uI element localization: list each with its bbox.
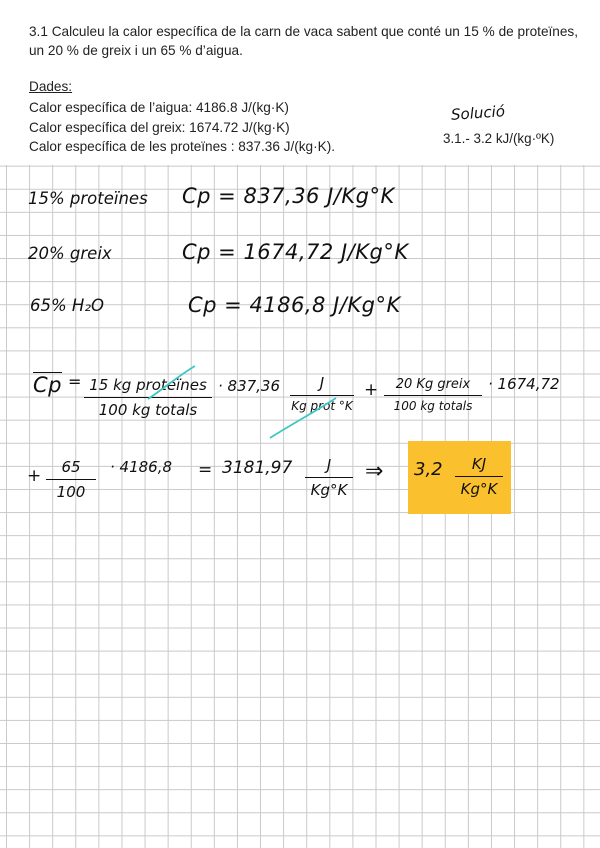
plus-sign-1: + [364, 380, 379, 400]
fraction-proteins-num: 15 kg proteïnes [89, 376, 207, 394]
dades-title: Dades: [29, 79, 73, 94]
fraction-water-den: 100 [56, 483, 86, 501]
row-eq-fat: Cp = 1674,72 J/Kg°K [182, 240, 409, 264]
solution-label: Solució [450, 102, 506, 124]
row-label-water: 65% H₂O [30, 296, 104, 315]
implies-arrow-icon: ⇒ [365, 459, 384, 484]
fraction-bar [46, 479, 96, 480]
fraction-bar [305, 477, 353, 478]
fraction-bar [455, 476, 503, 477]
dades-item-fat: Calor específica del greix: 1674.72 J/(kg·K) [29, 119, 290, 135]
equals-sign: = [68, 372, 82, 391]
result-value: 3181,97 [222, 458, 293, 478]
fraction-proteins-den: 100 kg totals [98, 401, 198, 419]
dades-item-water: Calor específica de l’aigua: 4186.8 J/(kg·K) [29, 100, 289, 115]
answer-value: 3,2 [414, 459, 443, 480]
fraction-fat-num: 20 Kg greix [395, 377, 471, 392]
fraction-unit-jkgk [305, 456, 353, 499]
fraction-unit-den: Kg prot °K [291, 399, 353, 413]
row-label-proteins: 15% proteïnes [28, 189, 148, 208]
strike-proteins [148, 366, 195, 399]
problem-statement: 3.1 Calculeu la calor específica de la carn de vaca sabent que conté un 15 % de proteïnes, un 20 % de greix i un 65 % d’aigua. [29, 24, 578, 58]
multiplier-proteins: · 837,36 [218, 377, 281, 395]
strike-prot-unit [270, 398, 336, 438]
result-unit-num: J [326, 456, 332, 474]
cp-mean-symbol: Cp [33, 373, 62, 397]
solution-value: 3.1.- 3.2 kJ/(kg·ºK) [443, 131, 555, 146]
row-label-fat: 20% greix [28, 244, 112, 263]
answer-unit-fraction [455, 455, 503, 498]
plus-sign-2: + [27, 466, 42, 486]
multiplier-water: · 4186,8 [110, 458, 173, 476]
fraction-fat-den: 100 kg totals [393, 399, 473, 413]
row-eq-proteins: Cp = 837,36 J/Kg°K [182, 184, 395, 208]
fraction-water-num: 65 [61, 458, 81, 476]
answer-unit-num: KJ [471, 455, 487, 473]
dades-item-protein: Calor específica de les proteïnes : 837.36 J/(kg·K). [29, 139, 336, 154]
answer-unit-den: Kg°K [460, 480, 498, 498]
multiplier-fat: · 1674,72 [488, 375, 560, 393]
equals-sign-2: = [198, 460, 213, 480]
fraction-unit-num: J [319, 374, 325, 392]
row-eq-water: Cp = 4186,8 J/Kg°K [188, 293, 401, 317]
fraction-water [46, 458, 96, 501]
result-unit-den: Kg°K [310, 481, 348, 499]
